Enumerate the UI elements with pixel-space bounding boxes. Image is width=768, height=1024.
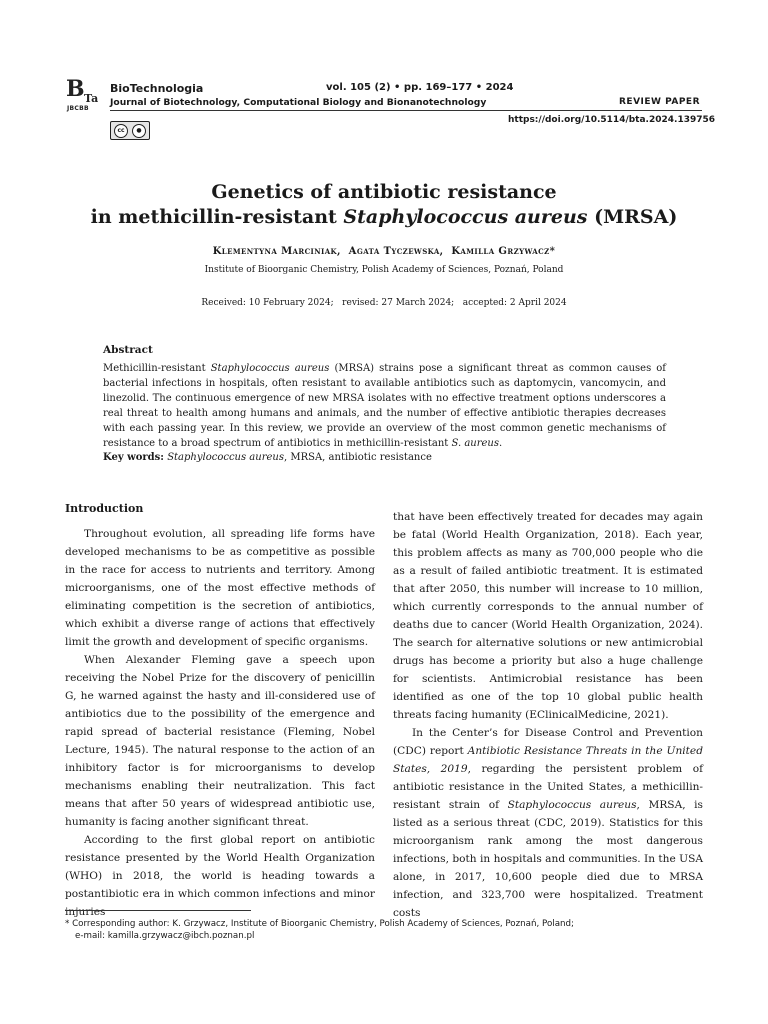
paragraph: According to the first global report on antibiotic resistance presented by the World Health Organization (WHO) in 2018, the world is heading towards a postantibiotic era in which common infections and minor injuries: [65, 834, 375, 918]
author-list: [0, 246, 768, 257]
cc-icon: cc: [114, 124, 128, 138]
footnote-email[interactable]: e-mail: kamilla.grzywacz@ibch.poznan.pl: [75, 931, 255, 941]
logo-letter-b: B: [66, 76, 85, 102]
journal-full-name: Journal of Biotechnology, Computational Biology and Bionanotechnology: [110, 97, 487, 108]
header-rule: [110, 110, 702, 111]
corresponding-mark: *: [549, 246, 556, 257]
footnote-rule: [65, 910, 251, 911]
abstract-text: Methicillin-resistant Staphylococcus aureus (MRSA) strains pose a significant threat as common causes of bacterial infections in hospitals, often resistant to available antibiotics such as daptomycin, vancomycin, and linezolid. The continuous emergence of new MRSA isolates with no effective treatment options underscores a real threat to health among humans and animals, and the number of effective antibiotic therapies decreases with each passing year. In this review, we provide an overview of the most common genetic mechanisms of resistance to a broad spectrum of antibiotics in methicillin-resistant S. aureus.: [103, 363, 666, 449]
keywords-label: Key words:: [103, 452, 164, 463]
footnote: [65, 918, 705, 942]
paper-title: [0, 180, 768, 230]
section-heading-introduction: Introduction: [65, 502, 144, 515]
logo-letters-ta: Ta: [84, 92, 99, 105]
author-grzywacz: Kamilla Grzywacz: [451, 246, 550, 257]
by-icon: ●: [132, 124, 146, 138]
author-tyczewska: Agata Tyczewska,: [348, 246, 444, 257]
paragraph: Throughout evolution, all spreading life forms have developed mechanisms to be as competitive as possible in the race for access to nutrients and territory. Among microorganisms, one of the most effective methods of eliminating competition is the secretion of antibiotics, which exhibit a diverse range of actions that effectively limit the growth and development of specific organisms.: [65, 528, 375, 648]
cc-license-icon[interactable]: [110, 121, 150, 140]
logo-subtitle: JBCBB: [67, 105, 89, 112]
title-line-2: in methicillin-resistant Staphylococcus aureus (MRSA): [90, 206, 678, 228]
volume-info: vol. 105 (2) • pp. 169–177 • 2024: [326, 82, 514, 93]
left-column: [65, 525, 375, 921]
paper-type: REVIEW PAPER: [619, 97, 701, 107]
footnote-line-1: * Corresponding author: K. Grzywacz, Institute of Bioorganic Chemistry, Polish Academy of Sciences, Poznań, Poland;: [65, 919, 574, 929]
journal-logo: [66, 76, 100, 112]
abstract-heading: Abstract: [103, 344, 153, 356]
paragraph: that have been effectively treated for decades may again be fatal (World Health Organization, 2018). Each year, this problem affects as many as 700,000 people who die as a result of failed antibiotic treatment. It is estimated that after 2050, this number will increase to 10 million, which currently corresponds to the annual number of deaths due to cancer (World Health Organization, 2024). The search for alternative solutions or new antimicrobial drugs has become a priority but also a huge challenge for scientists. Antimicrobial resistance has been identified as one of the top 10 global public health threats facing humanity (EClinicalMedicine, 2021).: [393, 511, 703, 721]
author-marciniak: Klementyna Marciniak,: [212, 246, 341, 257]
keywords: Key words: Staphylococcus aureus, MRSA, antibiotic resistance: [103, 452, 432, 463]
title-species: Staphylococcus aureus: [343, 206, 588, 228]
doi-link[interactable]: https://doi.org/10.5114/bta.2024.139756: [508, 115, 716, 125]
paragraph: In the Center’s for Disease Control and Prevention (CDC) report Antibiotic Resistance Threats in the United States, 2019, regarding the persistent problem of antibiotic resistance in the United States, a methicillin-resistant strain of Staphylococcus aureus, MRSA, is listed as a serious threat (CDC, 2019). Statistics for this microorganism rank among the most dangerous infections, both in hospitals and communities. In the USA alone, in 2017, 10,600 people died due to MRSA infection, and 323,700 were hospitalized. Treatment costs: [393, 727, 703, 919]
publication-dates: Received: 10 February 2024; revised: 27 March 2024; accepted: 2 April 2024: [201, 298, 567, 308]
right-column: [393, 508, 703, 922]
affiliation: Institute of Bioorganic Chemistry, Polish Academy of Sciences, Poznań, Poland: [204, 265, 564, 275]
paragraph: When Alexander Fleming gave a speech upon receiving the Nobel Prize for the discovery of penicillin G, he warned against the hasty and ill-considered use of antibiotics due to the possibility of the emergence and rapid spread of bacterial resistance (Fleming, Nobel Lecture, 1945). The natural response to the action of an inhibitory factor is for microorganisms to develop mechanisms enabling their neutralization. This fact means that after 50 years of widespread antibiotic use, humanity is facing another significant threat.: [65, 654, 375, 828]
title-line-1: Genetics of antibiotic resistance: [211, 181, 557, 203]
journal-name: BioTechnologia: [110, 82, 204, 95]
